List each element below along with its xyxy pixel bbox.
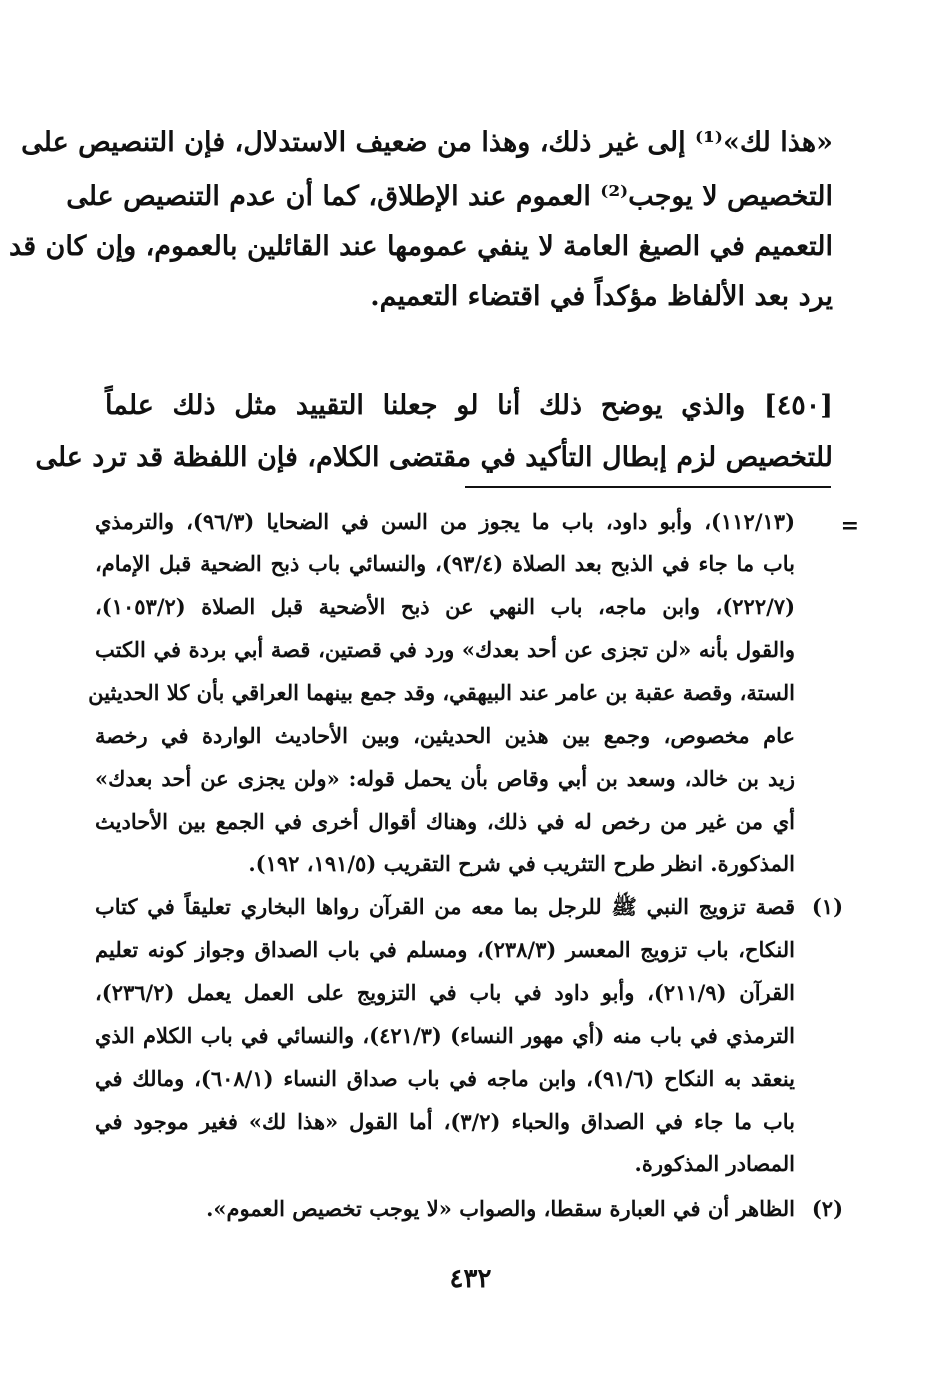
- main-text-line: [٤٥٠] والذي يوضح ذلك أنا لو جعلنا التقييد مثل ذلك علماً: [105, 390, 833, 421]
- main-text-line: «هذا لك»⁽¹⁾ إلى غير ذلك، وهذا من ضعيف الاستدلال، فإن التنصيص على: [21, 127, 833, 158]
- footnote-line: باب ما جاء في الذبح بعد الصلاة (٩٣/٤)، والنسائي باب ذبح الضحية قبل الإمام،: [95, 551, 796, 576]
- main-text-line: يرد بعد الألفاظ مؤكداً في اقتضاء التعميم.: [370, 281, 833, 312]
- main-text-line: التخصيص لا يوجب⁽²⁾ العموم عند الإطلاق، كما أن عدم التنصيص على: [66, 181, 833, 212]
- footnote-line: أي من غير من رخص له في ذلك، وهناك أقوال أخرى في الجمع بين الأحاديث: [95, 809, 795, 834]
- footnote-line: المذكورة. انظر طرح التثريب في شرح التقريب (١٩١/٥، ١٩٢).: [248, 851, 795, 876]
- footnote-line: (٢٢٢/٧)، وابن ماجه، باب النهي عن ذبح الأضحية قبل الصلاة (١٠٥٣/٢)،: [95, 594, 795, 619]
- footnote-line: عام مخصوص، وجمع بين هذين الحديثين، وبين الأحاديث الواردة في رخصة: [95, 723, 795, 748]
- footnote-number: (١): [811, 894, 843, 919]
- main-text-line: للتخصيص لزم إبطال التأكيد في مقتضى الكلام، فإن اللفظة قد ترد على: [35, 442, 833, 473]
- footnote-line: باب ما جاء في الصداق والحباء (٣/٢)، أما القول «هذا لك» فغير موجود في: [95, 1109, 795, 1134]
- footnote-line: القرآن (٢١١/٩)، وأبو داود في باب في التزويج على العمل يعمل (٢٣٦/٢)،: [95, 980, 795, 1005]
- footnote-line: زيد بن خالد، وسعد بن أبي وقاص بأن يحمل قوله: «ولن يجزى عن أحد بعدك»: [95, 766, 795, 791]
- footnote-line: الظاهر أن في العبارة سقطا، والصواب «لا يوجب تخصيص العموم».: [206, 1196, 795, 1221]
- page-number: ٤٣٢: [449, 1264, 492, 1294]
- footnote-line: (١١٢/١٣)، وأبو داود، باب ما يجوز من السن في الضحايا (٩٦/٣)، والترمذي: [95, 509, 796, 534]
- main-text-line: التعميم في الصيغ العامة لا ينفي عمومها عند القائلين بالعموم، وإن كان قد: [9, 231, 833, 262]
- footnote-line: قصة تزويج النبي ﷺ للرجل بما معه من القرآن رواها البخاري تعليقاً في كتاب: [95, 894, 795, 919]
- footnote-line: والقول بأنه «لن تجزى عن أحد بعدك» ورد في قصتين، قصة أبي بردة في الكتب: [95, 637, 795, 662]
- footnote-line: النكاح، باب تزويج المعسر (٢٣٨/٣)، ومسلم في باب الصداق وجواز كونه تعليم: [95, 937, 796, 962]
- footnote-number: (٢): [811, 1196, 843, 1221]
- footnote-continuation-marker: =: [840, 513, 859, 539]
- footnote-line: الستة، وقصة عقبة بن عامر عند البيهقي، وقد جمع بينهما العراقي بأن كلا الحديثين: [88, 680, 795, 705]
- footnote-line: الترمذي في باب منه (أي مهور النساء) (٤٢١/٣)، والنسائي في باب الكلام الذي: [95, 1023, 796, 1048]
- footnote-line: ينعقد به النكاح (٩١/٦)، وابن ماجه في باب صداق النساء (٦٠٨/١)، ومالك في: [95, 1066, 795, 1091]
- footnote-line: المصادر المذكورة.: [634, 1151, 795, 1176]
- footnote-divider: [465, 486, 831, 488]
